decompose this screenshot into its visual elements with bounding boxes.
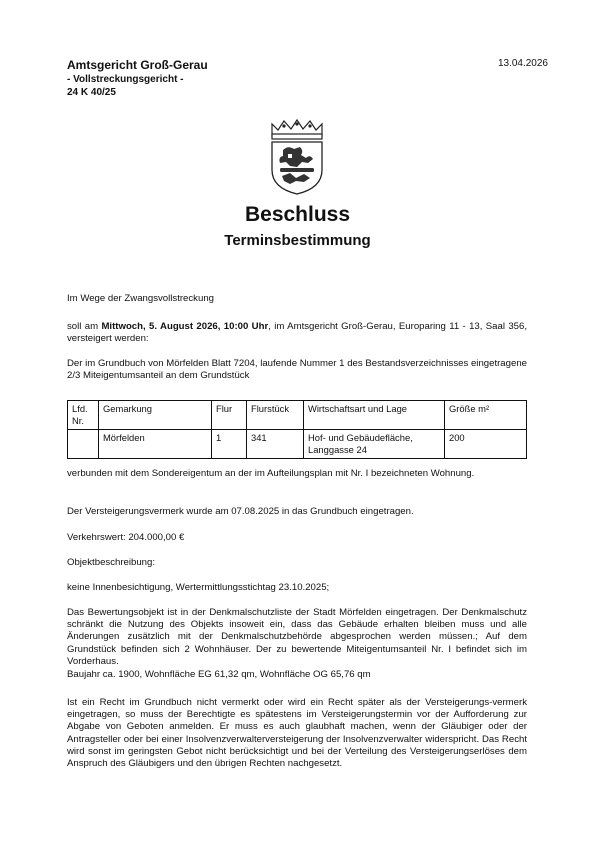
header-gemarkung: Gemarkung — [99, 401, 212, 430]
cell-groesse: 200 — [445, 430, 527, 459]
header-groesse: Größe m² — [445, 401, 527, 430]
object-description: Das Bewertungsobjekt ist in der Denkmalschutzliste der Stadt Mörfelden eingetragen. Der Denkmalschutz schränkt die Nutzung des Objekts insoweit ein, dass das Gebäude erhalten bleiben muss und alle Änderungen zusätzlich mit der Denkmalschutzbehörde abgesprochen werden müssen.; Auf dem Grundstück befinden sich 2 Wohnhäuser. Der zu bewertende Miteigentumsanteil Nr. I befindet sich im Vorderhaus. — [67, 607, 527, 667]
file-number: 24 K 40/25 — [67, 87, 116, 98]
cell-flurstueck: 341 — [247, 430, 304, 459]
court-name: Amtsgericht Groß-Gerau — [67, 58, 208, 72]
appointment-datetime: Mittwoch, 5. August 2026, 10:00 Uhr — [101, 321, 269, 332]
header-lfd-nr: Lfd. Nr. — [68, 401, 99, 430]
table-row — [68, 430, 527, 459]
header-wirtschaftsart: Wirtschaftsart und Lage — [304, 401, 445, 430]
register-text: Der im Grundbuch von Mörfelden Blatt 7204, laufende Nummer 1 des Bestandsverzeichnisses eingetragene 2/3 Miteigentumsanteil an dem Grundstück — [67, 358, 527, 382]
schedule-suffix: , im Amtsgericht Groß-Gerau, Europaring 11 - 13, Saal 356, versteigert werden: — [67, 321, 527, 345]
intro-text: Im Wege der Zwangsvollstreckung — [67, 293, 214, 304]
inspection-note: keine Innenbesichtigung, Wertermittlungsstichtag 23.10.2025; — [67, 582, 330, 593]
hesse-coat-of-arms-icon — [266, 118, 328, 196]
cell-wirtschaftsart: Hof- und Gebäudefläche, Langgasse 24 — [304, 430, 445, 459]
object-description-label: Objektbeschreibung: — [67, 557, 155, 568]
document-date: 13.04.2026 — [497, 58, 548, 69]
rights-notice: Ist ein Recht im Grundbuch nicht vermerkt oder wird ein Recht später als der Versteigerungs-vermerk eingetragen, so muss der Berechtigte es spätestens im Versteigerungstermin vor der Aufforderung zur Abgabe von Geboten anmelden. Er muss es auch glaubhaft machen, wenn der Gläubiger oder der Antragsteller oder bei einer Insolvenzverwalterversteigerung der Insolvenzverwalter widerspricht. Das Recht wird sonst im geringsten Gebot nicht berücksichtigt und bei der Verteilung des Versteigerungserlöses dem Anspruch des Gläubigers und den übrigen Rechten nachgesetzt. — [67, 697, 527, 770]
document-subtitle: Terminsbestimmung — [224, 232, 371, 249]
construction-details: Baujahr ca. 1900, Wohnfläche EG 61,32 qm, Wohnfläche OG 65,76 qm — [67, 669, 371, 680]
header-flur: Flur — [212, 401, 247, 430]
ownership-text: verbunden mit dem Sondereigentum an der im Aufteilungsplan mit Nr. I bezeichneten Wohnung. — [67, 468, 475, 479]
document-title: Beschluss — [244, 203, 351, 226]
property-table — [67, 400, 527, 459]
cell-gemarkung: Mörfelden — [99, 430, 212, 459]
market-value: Verkehrswert: 204.000,00 € — [67, 532, 185, 543]
schedule-prefix: soll am — [67, 321, 102, 332]
registration-note: Der Versteigerungsvermerk wurde am 07.08.2025 in das Grundbuch eingetragen. — [67, 506, 414, 517]
header-flurstueck: Flurstück — [247, 401, 304, 430]
table-header-row — [68, 401, 527, 430]
court-department: - Vollstreckungsgericht - — [67, 74, 184, 85]
cell-lfd-nr — [68, 430, 99, 459]
cell-flur: 1 — [212, 430, 247, 459]
schedule-text — [67, 321, 527, 345]
